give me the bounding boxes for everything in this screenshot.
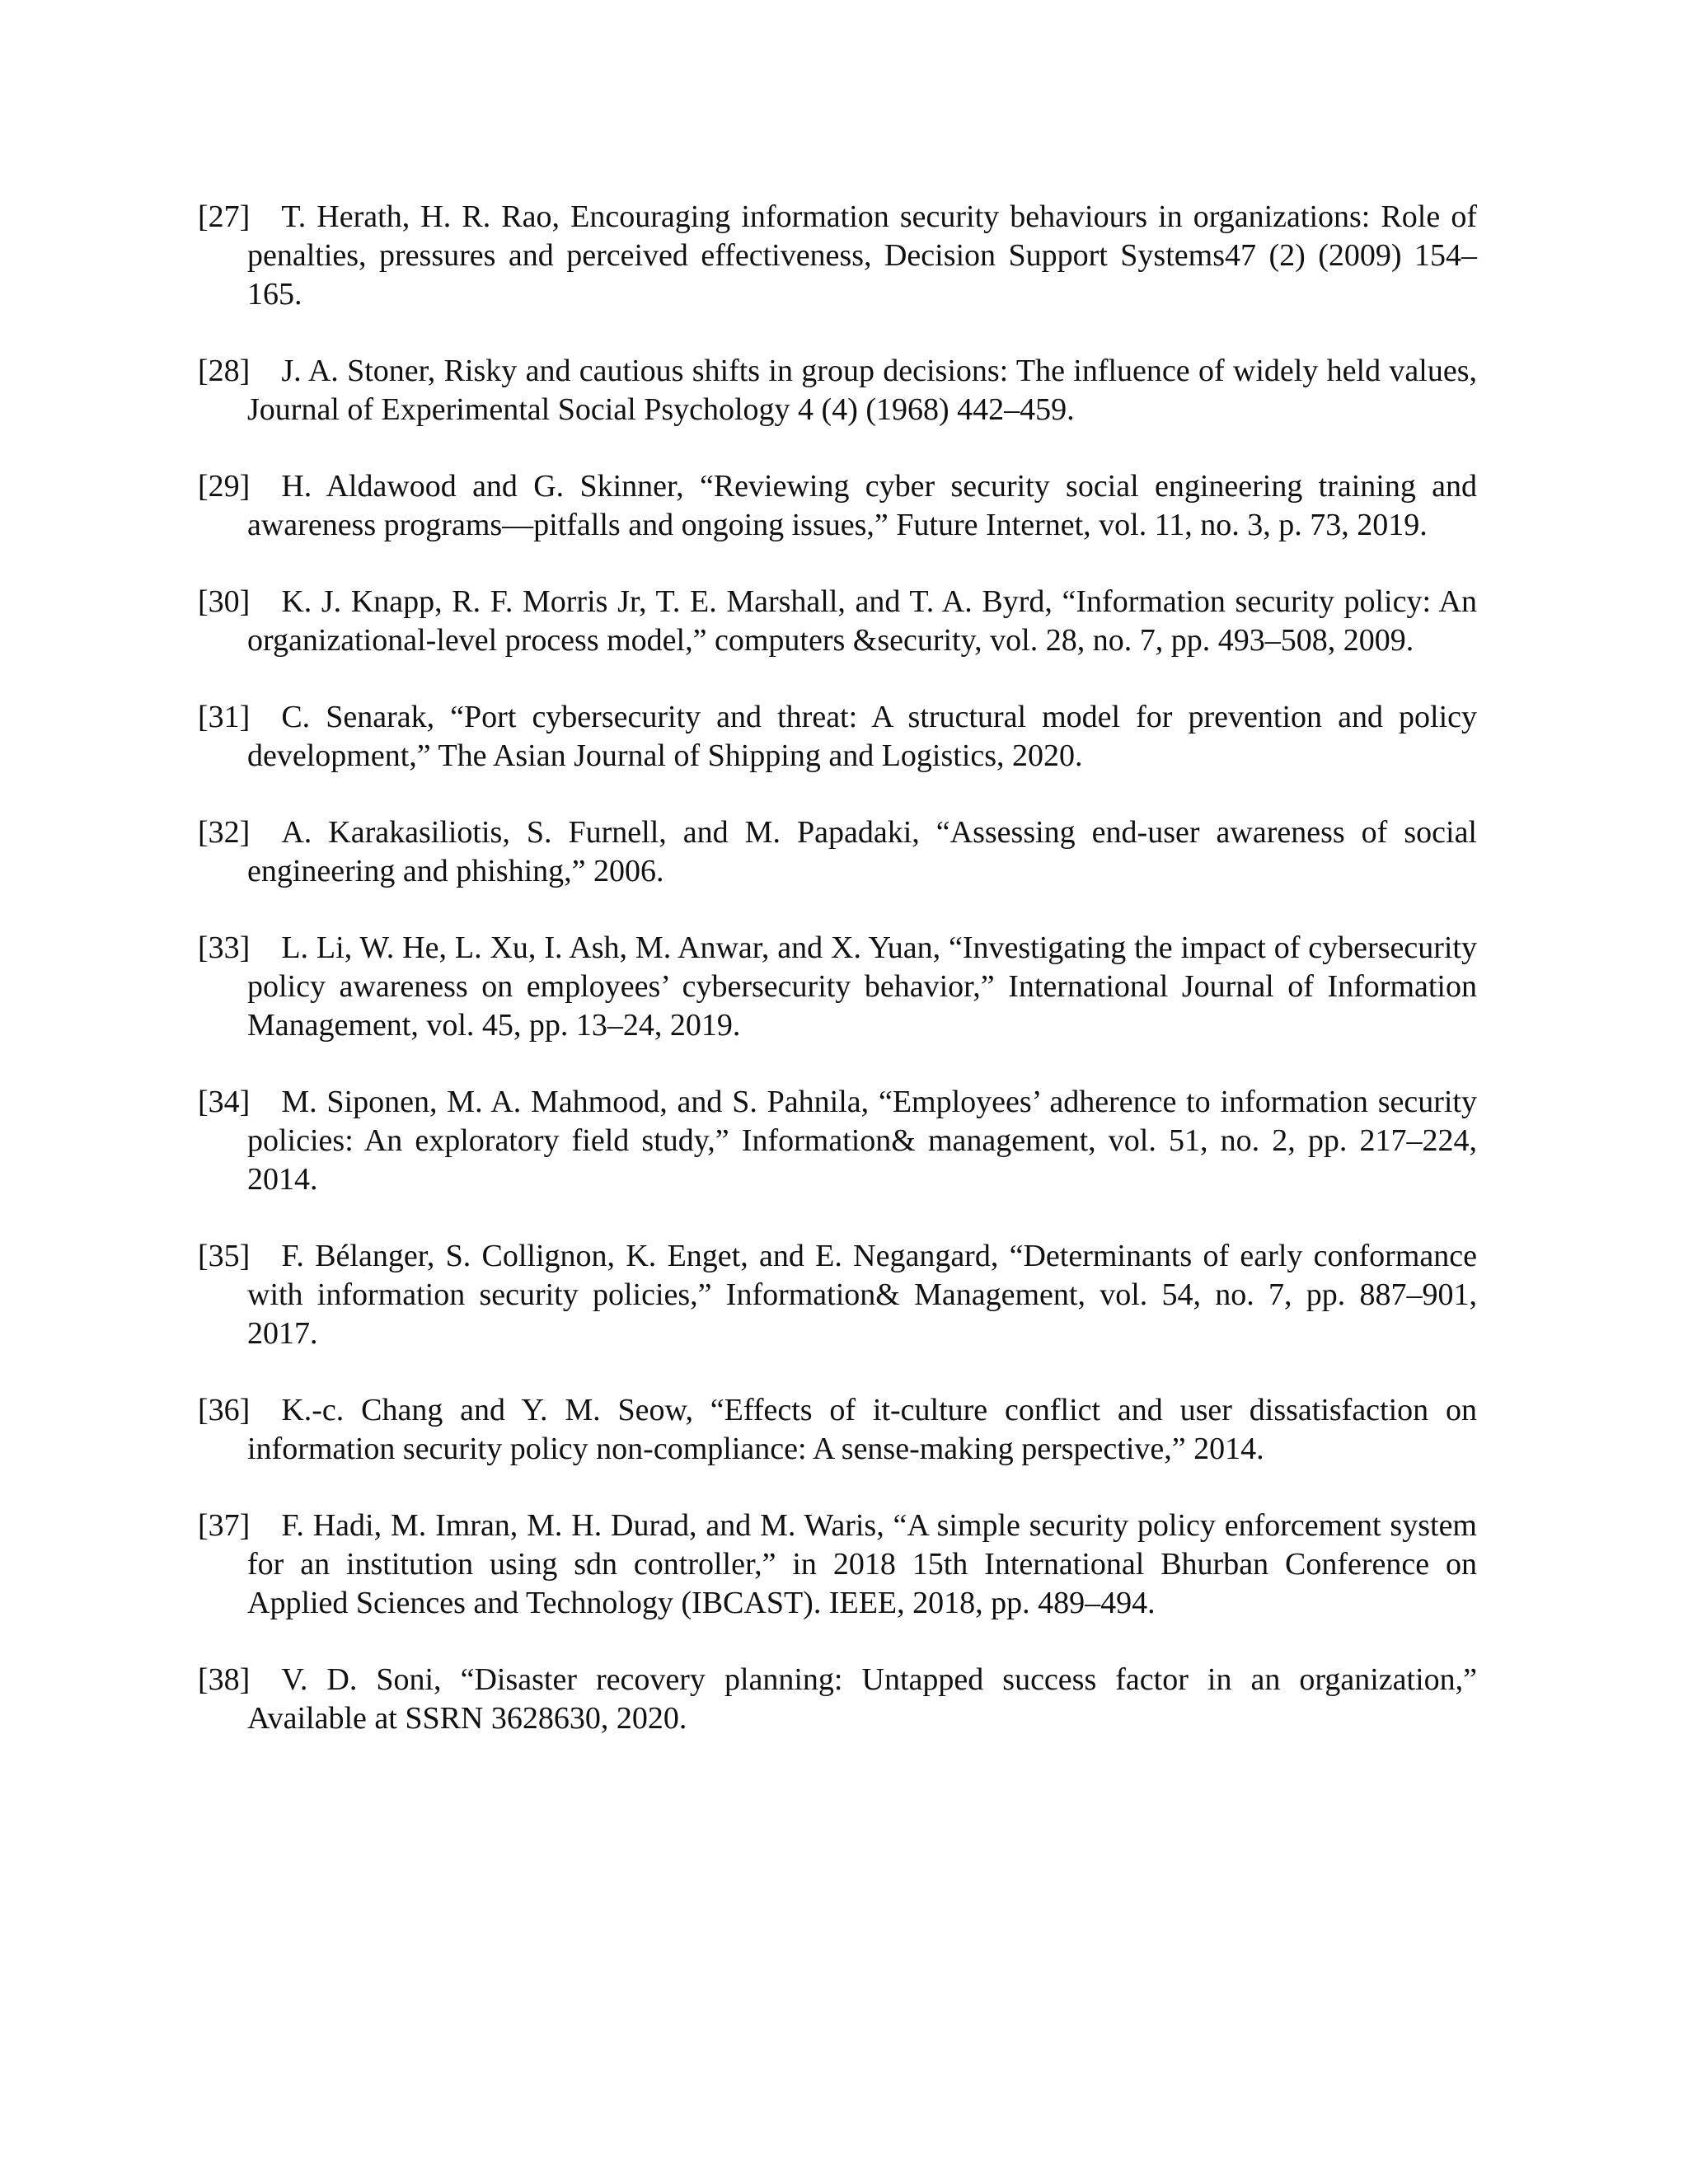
reference-text: K. J. Knapp, R. F. Morris Jr, T. E. Marshall, and T. A. Byrd, “Information security policy: An organizational-level process model,” computers &security, vol. 28, no. 7, pp. 493–508, 2009. [247,584,1477,658]
reference-number: [32] [198,815,251,850]
reference-entry [198,583,1477,660]
reference-entry [198,1507,1477,1623]
reference-entry [198,1391,1477,1469]
reference-text: T. Herath, H. R. Rao, Encouraging information security behaviours in organizations: Role of penalties, pressures and perceived effectiveness, Decision Support Systems47 (2) (2009) 154–165. [247,199,1477,312]
reference-entry [198,813,1477,891]
reference-number: [37] [198,1508,251,1543]
reference-text: L. Li, W. He, L. Xu, I. Ash, M. Anwar, and X. Yuan, “Investigating the impact of cybersecurity policy awareness on employees’ cybersecurity behavior,” International Journal of Information Management, vol. 45, pp. 13–24, 2019. [247,930,1477,1043]
reference-text: F. Bélanger, S. Collignon, K. Enget, and E. Negangard, “Determinants of early conformance with information security policies,” Information& Management, vol. 54, no. 7, pp. 887–901, 2017. [247,1239,1477,1351]
reference-text: K.-c. Chang and Y. M. Seow, “Effects of it-culture conflict and user dissatisfaction on information security policy non-compliance: A sense-making perspective,” 2014. [247,1393,1477,1466]
reference-number: [35] [198,1239,251,1273]
reference-number: [33] [198,930,251,965]
reference-number: [38] [198,1662,251,1697]
reference-text: H. Aldawood and G. Skinner, “Reviewing cyber security social engineering training and awareness programs—pitfalls and ongoing issues,” Future Internet, vol. 11, no. 3, p. 73, 2019. [247,469,1477,542]
reference-entry [198,1083,1477,1199]
reference-list [198,198,1477,1776]
reference-entry [198,467,1477,545]
reference-number: [28] [198,354,251,388]
reference-number: [27] [198,199,251,234]
reference-entry [198,698,1477,776]
reference-entry [198,1237,1477,1353]
reference-entry [198,1661,1477,1738]
reference-text: J. A. Stoner, Risky and cautious shifts in group decisions: The influence of widely held values, Journal of Experimental Social Psychology 4 (4) (1968) 442–459. [247,354,1477,427]
reference-entry [198,198,1477,314]
reference-number: [30] [198,584,251,619]
reference-number: [31] [198,700,251,734]
reference-text: A. Karakasiliotis, S. Furnell, and M. Papadaki, “Assessing end-user awareness of social engineering and phishing,” 2006. [247,815,1477,888]
reference-number: [34] [198,1085,251,1119]
reference-text: C. Senarak, “Port cybersecurity and threat: A structural model for prevention and policy development,” The Asian Journal of Shipping and Logistics, 2020. [247,700,1477,773]
reference-text: F. Hadi, M. Imran, M. H. Durad, and M. Waris, “A simple security policy enforcement system for an institution using sdn controller,” in 2018 15th International Bhurban Conference on Applied Sciences and Technology (IBCAST). IEEE, 2018, pp. 489–494. [247,1508,1477,1620]
reference-text: M. Siponen, M. A. Mahmood, and S. Pahnila, “Employees’ adherence to information security policies: An exploratory field study,” Information& management, vol. 51, no. 2, pp. 217–224, 2014. [247,1085,1477,1197]
reference-number: [36] [198,1393,251,1427]
reference-entry [198,352,1477,429]
reference-entry [198,929,1477,1045]
reference-number: [29] [198,469,251,504]
reference-text: V. D. Soni, “Disaster recovery planning: Untapped success factor in an organization,” Available at SSRN 3628630, 2020. [247,1662,1477,1736]
